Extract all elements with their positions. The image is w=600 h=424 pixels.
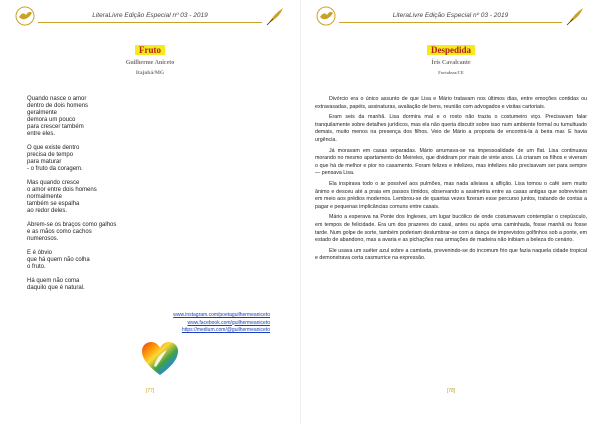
verse: precisa de tempo <box>27 152 74 158</box>
verse: o fruto. <box>27 264 46 270</box>
header-rule <box>38 22 262 23</box>
poem-body <box>27 96 167 299</box>
stanza <box>27 250 167 271</box>
verse: também se espalha <box>27 201 80 207</box>
stanza <box>27 145 167 173</box>
instagram-link[interactable]: www.instagram.com/poetaguilhermeaniceto <box>173 312 270 318</box>
rainbow-heart-icon <box>140 340 180 378</box>
facebook-link[interactable]: www.facebook.com/guilhermeaniceto <box>187 319 270 326</box>
quill-pen-icon <box>564 6 586 26</box>
verse: para maturar <box>27 159 62 165</box>
stanza <box>27 222 167 243</box>
verse: o amor entre dois homens <box>27 187 97 193</box>
poem-city: Itajubá/MG <box>135 70 165 76</box>
verse: Abrem-se os braços como galhos <box>27 222 117 228</box>
header-title: LiteraLivre Edição Especial nº 03 - 2019 <box>392 12 509 19</box>
verse: e as mãos como cachos <box>27 229 92 235</box>
verse: entre eles. <box>27 131 56 137</box>
paragraph: Mário a esperava na Ponte dos Ingleses, um lugar bucólico de onde costumavam contemplar o crepúsculo, em tempos de felicidade. Era um dos prazeres do casal, antes ou após uma caminhada, fosse manhã ou fosse tarde. Num golpe de sorte, também poderiam deslumbrar-se com a dança de imprevistos golfinhos sob a ponte, em estado de abandono, mas a avaria e as pichações nas armações de madeira não inibiam a beleza do cenário. <box>315 214 587 244</box>
page-number: [78] <box>446 388 456 394</box>
verse: numerosos. <box>27 236 59 242</box>
story-body <box>315 96 587 266</box>
story-city: Fortaleza/CE <box>438 70 464 75</box>
verse: O que existe dentro <box>27 145 80 151</box>
verse: dentro de dois homens <box>27 103 89 109</box>
poem-author: Guilherme Aniceto <box>125 60 175 66</box>
medium-link[interactable]: https://medium.com/@guilhermeaniceto <box>181 327 270 333</box>
verse: Quando nasce o amor <box>27 96 87 102</box>
verse: normalmente <box>27 194 63 200</box>
paragraph: Já moravam em casas separadas. Mário arrumava-se na impessoalidade de um flat. Lisa continuava morando no mesmo apartamento do Meireles, que dividiram por mais de vinte anos. Lá criaram os filhos e viveram o que há de melhor e pior no casamento. Foram felizes e infelizes, mas infelizes não precisavam ser para sempre — pensava Lisa. <box>315 147 587 177</box>
verse: - o fruto da coragem. <box>27 166 83 172</box>
verse: que há quem não colha <box>27 257 90 263</box>
quill-pen-icon <box>264 6 286 26</box>
verse: para crescer também <box>27 124 84 130</box>
verse: E é óbvio <box>27 250 53 256</box>
verse: daquilo que é natural. <box>27 285 85 291</box>
story-author: Íris Cavalcante <box>431 60 471 66</box>
verse: Mas quando cresce <box>27 180 80 186</box>
author-links <box>100 312 270 335</box>
header-title: LiteraLivre Edição Especial nº 03 - 2019 <box>92 12 208 19</box>
page-header <box>10 4 290 30</box>
right-page <box>300 0 600 424</box>
story-title: Despedida <box>301 40 600 58</box>
stanza <box>27 278 167 292</box>
paragraph: Ela inspirava todo o ar possível aos pulmões, mas nada aliviava a aflição. Lisa tomou o café sem muito ânimo e desceu até a praia em passos tímidos, observando a assimetria entre as casas antigas que sobreviviam em meio aos prédios modernos. Lembrou-se de quantas vezes fizeram esse percurso juntos, tratando de contas a pagar e pequenas implicâncias comuns entre casais. <box>315 180 587 210</box>
paragraph: Ele usava um suéter azul sobre a camiseta, prevenindo-se do incomum frio que fazia naquela cidade tropical e demonstrava certa casmurrice na expressão. <box>315 247 587 262</box>
paragraph: Eram seis da manhã. Lisa dormira mal e o rosto não trazia o costumeiro viço. Precisavam falar tranquilamente sobre detalhes jurídicos, mas ela não queria discutir sobre isso num ambiente formal ou tumultuado demais, muito menos na presença dos filhos. Veio de Mário a proposta de encontrá-la à beira mar. E havia urgência. <box>315 114 587 143</box>
page-number: [77] <box>145 388 155 394</box>
stanza <box>27 180 167 215</box>
verse: ao redor deles. <box>27 208 68 214</box>
verse: Há quem não coma <box>27 278 80 284</box>
header-rule <box>339 22 562 23</box>
paragraph: Divórcio era o único assunto de que Lisa e Mário tratavam nos últimos dias, entre emoções contidas ou extravasadas, papéis, assinaturas, avaliação de bens, reunião com advogados e visitas cartoriais. <box>315 96 587 110</box>
verse: demora um pouco <box>27 117 76 123</box>
page-header <box>311 4 590 30</box>
stanza <box>27 96 167 138</box>
verse: geralmente <box>27 110 58 116</box>
poem-title: Fruto <box>0 40 300 58</box>
